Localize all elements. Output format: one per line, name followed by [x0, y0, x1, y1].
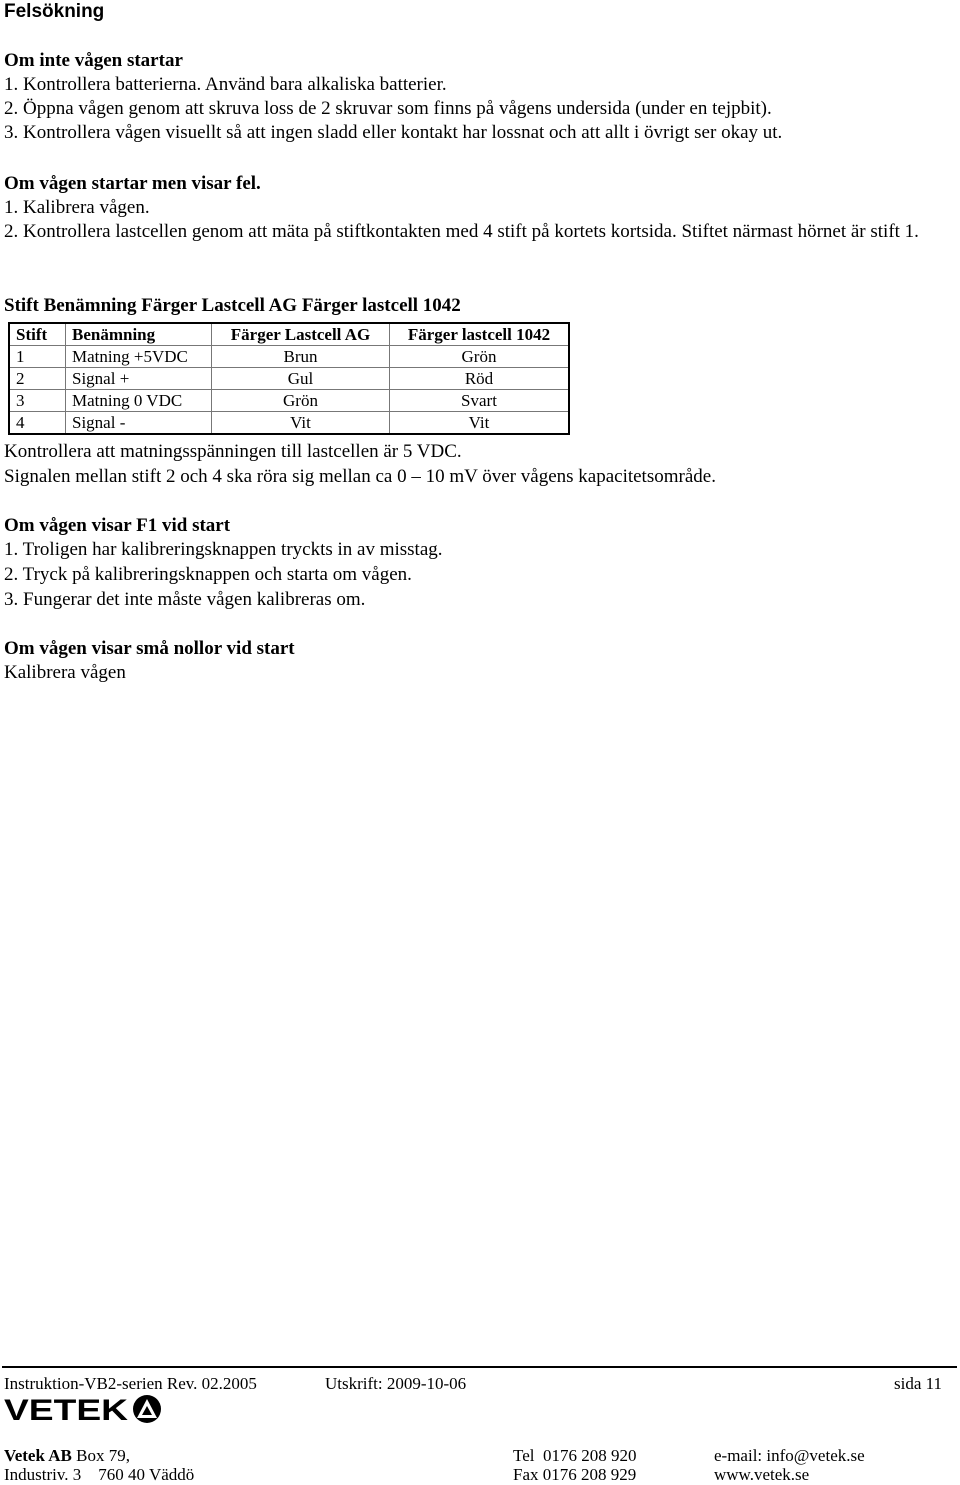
- table-header-row: [9, 323, 569, 346]
- table-note: Signalen mellan stift 2 och 4 ska röra sig mellan ca 0 – 10 mV över vågens kapacitetsområde.: [4, 466, 716, 487]
- heading-small-zeros: Om vågen visar små nollor vid start: [4, 638, 295, 659]
- table-cell: Vit: [390, 412, 570, 435]
- footer-page-number: sida 11: [894, 1374, 943, 1393]
- table-row: [9, 412, 569, 435]
- vetek-logo: [4, 1394, 164, 1424]
- table-cell: Grön: [212, 390, 390, 412]
- heading-f1: Om vågen visar F1 vid start: [4, 515, 231, 536]
- table-cell: Matning +5VDC: [66, 346, 212, 368]
- table-cell: Signal +: [66, 368, 212, 390]
- table-cell: 2: [9, 368, 66, 390]
- list-item: Kalibrera vågen: [4, 662, 126, 683]
- heading-wrong-values: Om vågen startar men visar fel.: [4, 173, 261, 194]
- col-header-farger-1042: Färger lastcell 1042: [390, 323, 570, 346]
- table-cell: Vit: [212, 412, 390, 435]
- table-cell: Matning 0 VDC: [66, 390, 212, 412]
- company-box: Box 79,: [71, 1446, 130, 1465]
- table-cell: Grön: [390, 346, 570, 368]
- table-row: [9, 346, 569, 368]
- pin-table: [8, 322, 570, 435]
- table-cell: Signal -: [66, 412, 212, 435]
- list-item: 2. Öppna vågen genom att skruva loss de 2 skruvar som finns på vågens undersida (under en tejpbit).: [4, 98, 772, 119]
- table-cell: 4: [9, 412, 66, 435]
- footer-website: www.vetek.se: [714, 1465, 810, 1484]
- list-item: 3. Kontrollera vågen visuellt så att ingen sladd eller kontakt har lossnat och att allt i övrigt ser okay ut.: [4, 122, 783, 143]
- table-cell: Svart: [390, 390, 570, 412]
- table-row: [9, 390, 569, 412]
- col-header-benamning: Benämning: [66, 323, 212, 346]
- table-cell: Brun: [212, 346, 390, 368]
- table-note: Kontrollera att matningsspänningen till lastcellen är 5 VDC.: [4, 441, 462, 462]
- list-item: 2. Kontrollera lastcellen genom att mäta på stiftkontakten med 4 stift på kortets kortsida. Stiftet närmast hörnet är stift 1.: [4, 221, 919, 242]
- list-item: 2. Tryck på kalibreringsknappen och starta om vågen.: [4, 564, 412, 585]
- list-item: 1. Troligen har kalibreringsknappen tryckts in av misstag.: [4, 539, 443, 560]
- table-cell: 3: [9, 390, 66, 412]
- company-name: Vetek AB: [4, 1446, 72, 1465]
- footer-divider: [2, 1366, 957, 1368]
- col-header-stift: Stift: [9, 323, 66, 346]
- heading-no-start: Om inte vågen startar: [4, 50, 183, 71]
- footer-email: e-mail: info@vetek.se: [714, 1446, 865, 1465]
- footer-doc-title: Instruktion-VB2-serien Rev. 02.2005: [4, 1374, 257, 1393]
- table-cell: Gul: [212, 368, 390, 390]
- table-cell: 1: [9, 346, 66, 368]
- page-title: Felsökning: [4, 1, 105, 22]
- col-header-farger-ag: Färger Lastcell AG: [212, 323, 390, 346]
- logo-text: VETEK: [4, 1394, 129, 1424]
- table-cell: Röd: [390, 368, 570, 390]
- list-item: 1. Kontrollera batterierna. Använd bara alkaliska batterier.: [4, 74, 447, 95]
- footer-address: Industriv. 3 760 40 Väddö: [4, 1465, 195, 1484]
- list-item: 1. Kalibrera vågen.: [4, 197, 150, 218]
- table-caption: Stift Benämning Färger Lastcell AG Färger lastcell 1042: [4, 295, 461, 316]
- footer-fax: Fax 0176 208 929: [513, 1465, 637, 1484]
- footer-company: [4, 1446, 130, 1466]
- table-row: [9, 368, 569, 390]
- footer-print-date: Utskrift: 2009-10-06: [325, 1374, 467, 1393]
- triangle-logo-icon: [133, 1395, 161, 1423]
- footer-tel: Tel 0176 208 920: [513, 1446, 637, 1465]
- list-item: 3. Fungerar det inte måste vågen kalibreras om.: [4, 589, 366, 610]
